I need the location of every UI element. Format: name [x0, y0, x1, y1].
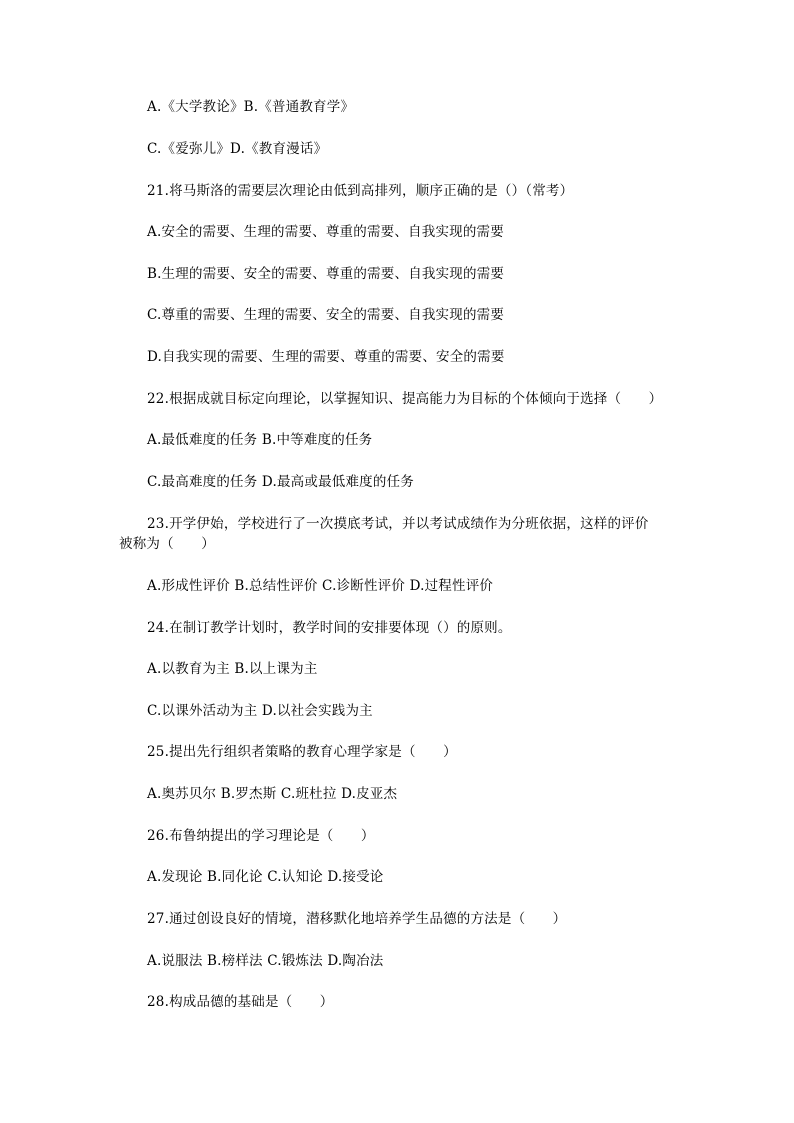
option-q21-b: B.生理的需要、安全的需要、尊重的需要、自我实现的需要	[147, 266, 505, 282]
question-21: 21.将马斯洛的需要层次理论由低到高排列，顺序正确的是（）（常考）	[147, 183, 574, 199]
option-q21-c: C.尊重的需要、生理的需要、安全的需要、自我实现的需要	[147, 307, 505, 323]
options-q20-ab: A.《大学教论》B.《普通教育学》	[147, 99, 355, 115]
option-q21-a: A.安全的需要、生理的需要、尊重的需要、自我实现的需要	[147, 224, 504, 240]
question-28: 28.构成品德的基础是（ ）	[147, 994, 334, 1010]
options-q22-cd: C.最高难度的任务 D.最高或最低难度的任务	[147, 474, 414, 490]
question-22: 22.根据成就目标定向理论，以掌握知识、提高能力为目标的个体倾向于选择（ ）	[147, 391, 663, 407]
question-26: 26.布鲁纳提出的学习理论是（ ）	[147, 828, 375, 844]
question-24: 24.在制订教学计划时，教学时间的安排要体现（）的原则。	[147, 620, 512, 636]
options-q23: A.形成性评价 B.总结性评价 C.诊断性评价 D.过程性评价	[147, 578, 494, 594]
options-q20-cd: C.《爱弥儿》D.《教育漫话》	[147, 141, 328, 157]
question-23: 23.开学伊始，学校进行了一次摸底考试，并以考试成绩作为分班依据，这样的评价被称为（ ）	[119, 516, 649, 552]
question-25: 25.提出先行组织者策略的教育心理学家是（ ）	[147, 744, 457, 760]
options-q22-ab: A.最低难度的任务 B.中等难度的任务	[147, 432, 373, 448]
options-q27: A.说服法 B.榜样法 C.锻炼法 D.陶冶法	[147, 953, 384, 969]
options-q24-ab: A.以教育为主 B.以上课为主	[147, 661, 318, 677]
options-q24-cd: C.以课外活动为主 D.以社会实践为主	[147, 703, 373, 719]
options-q25: A.奥苏贝尔 B.罗杰斯 C.班杜拉 D.皮亚杰	[147, 786, 398, 802]
question-27: 27.通过创设良好的情境，潜移默化地培养学生品德的方法是（ ）	[147, 911, 567, 927]
option-q21-d: D.自我实现的需要、生理的需要、尊重的需要、安全的需要	[147, 349, 505, 365]
options-q26: A.发现论 B.同化论 C.认知论 D.接受论	[147, 869, 384, 885]
